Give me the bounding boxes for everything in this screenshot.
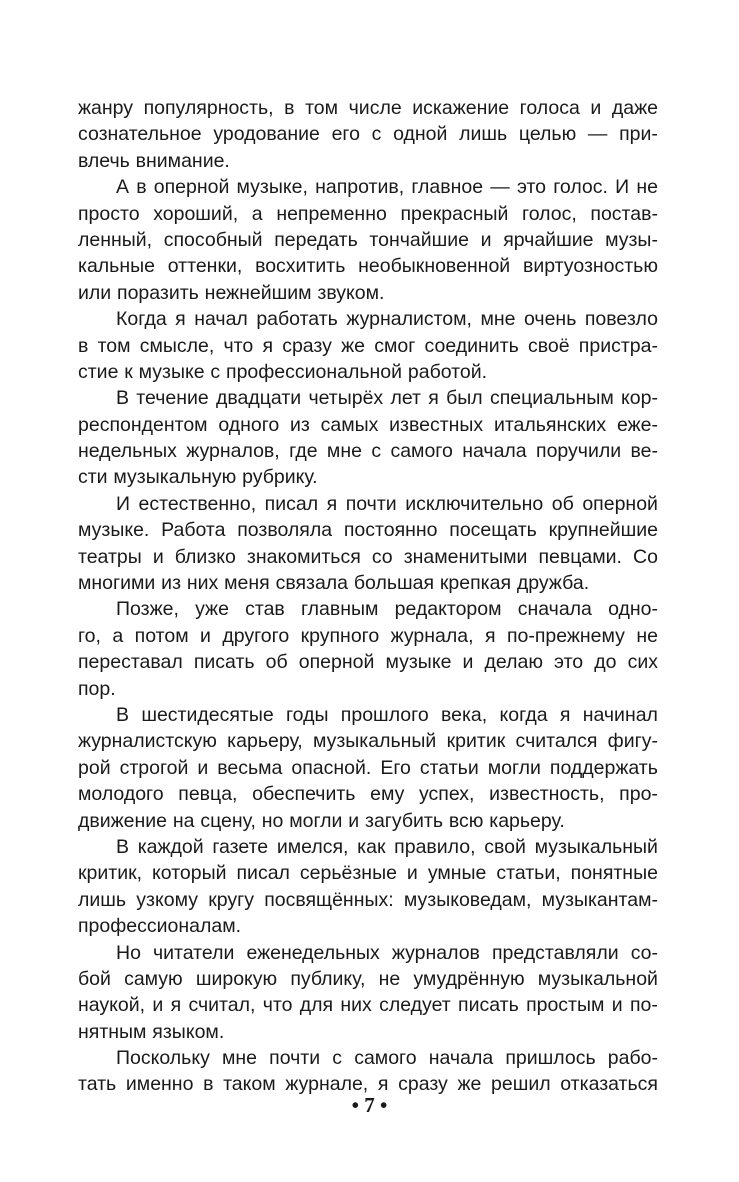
body-text bbox=[78, 95, 658, 1098]
text-line: кальные оттенки, восхитить необыкновенной виртуозностью bbox=[78, 255, 658, 278]
paragraph bbox=[78, 702, 658, 834]
text-line: Позже, уже став главным редактором сначала одно- bbox=[116, 598, 658, 621]
text-line: В шестидесятые годы прошлого века, когда я начинал bbox=[116, 703, 658, 726]
paragraph bbox=[78, 95, 658, 174]
text-line: в том смысле, что я сразу же смог соединить своё пристра- bbox=[78, 334, 658, 357]
text-line: сти музыкальную рубрику. bbox=[78, 466, 318, 489]
page-number: • 7 • bbox=[351, 1093, 388, 1117]
text-line: или поразить нежнейшим звуком. bbox=[78, 281, 385, 304]
text-line: многими из них меня связала большая крепкая дружба. bbox=[78, 572, 590, 595]
text-line: театры и близко знакомиться со знаменитыми певцами. Со bbox=[78, 545, 658, 568]
text-line: влечь внимание. bbox=[78, 149, 230, 172]
text-line: музыке. Работа позволяла постоянно посещать крупнейшие bbox=[78, 519, 658, 542]
paragraph bbox=[78, 491, 658, 597]
text-line: стие к музыке с профессиональной работой. bbox=[78, 360, 488, 383]
text-line: Но читатели еженедельных журналов представляли со- bbox=[116, 941, 658, 964]
text-line: журналистскую карьеру, музыкальный критик считался фигу- bbox=[78, 730, 658, 753]
text-line: В течение двадцати четырёх лет я был специальным кор- bbox=[116, 387, 658, 410]
text-line: пор. bbox=[78, 677, 116, 700]
paragraph bbox=[78, 174, 658, 306]
text-line: И естественно, писал я почти исключительно об оперной bbox=[116, 492, 658, 515]
paragraph bbox=[78, 834, 658, 940]
paragraph bbox=[78, 1045, 658, 1098]
text-line: Поскольку мне почти с самого начала пришлось рабо- bbox=[116, 1047, 658, 1070]
text-line: лишь узкому кругу посвящённых: музыковедам, музыкантам- bbox=[78, 888, 658, 911]
paragraph bbox=[78, 385, 658, 491]
text-line: бой самую широкую публику, не умудрённую музыкальной bbox=[78, 967, 658, 990]
paragraph bbox=[78, 940, 658, 1046]
text-line: сознательное уродование его с одной лишь целью — при- bbox=[78, 123, 658, 146]
text-line: ленный, способный передать тончайшие и ярчайшие музы- bbox=[78, 228, 658, 251]
text-line: тать именно в таком журнале, я сразу же решил отказаться bbox=[78, 1073, 658, 1096]
text-line: го, а потом и другого крупного журнала, я по-прежнему не bbox=[78, 624, 658, 647]
text-line: Когда я начал работать журналистом, мне очень повезло bbox=[116, 308, 658, 331]
text-line: наукой, и я считал, что для них следует писать простым и по- bbox=[78, 994, 658, 1017]
paragraph bbox=[78, 596, 658, 702]
text-line: В каждой газете имелся, как правило, свой музыкальный bbox=[116, 835, 658, 858]
text-line: рой строгой и весьма опасной. Его статьи могли поддержать bbox=[78, 756, 658, 779]
text-line: нятным языком. bbox=[78, 1020, 225, 1043]
text-line: переставал писать об оперной музыке и делаю это до сих bbox=[78, 651, 658, 674]
text-line: недельных журналов, где мне с самого начала поручили ве- bbox=[78, 440, 658, 463]
text-line: критик, который писал серьёзные и умные статьи, понятные bbox=[78, 862, 658, 885]
text-line: просто хороший, а непременно прекрасный голос, постав- bbox=[78, 202, 658, 225]
paragraph bbox=[78, 306, 658, 385]
text-line: жанру популярность, в том числе искажение голоса и даже bbox=[78, 97, 658, 119]
text-line: профессионалам. bbox=[78, 915, 242, 938]
text-line: движение на сцену, но могли и загубить всю карьеру. bbox=[78, 809, 565, 832]
text-line: А в оперной музыке, напротив, главное — это голос. И не bbox=[116, 176, 658, 199]
text-line: респондентом одного из самых известных итальянских еже- bbox=[78, 413, 658, 436]
text-line: молодого певца, обеспечить ему успех, известность, про- bbox=[78, 783, 658, 806]
